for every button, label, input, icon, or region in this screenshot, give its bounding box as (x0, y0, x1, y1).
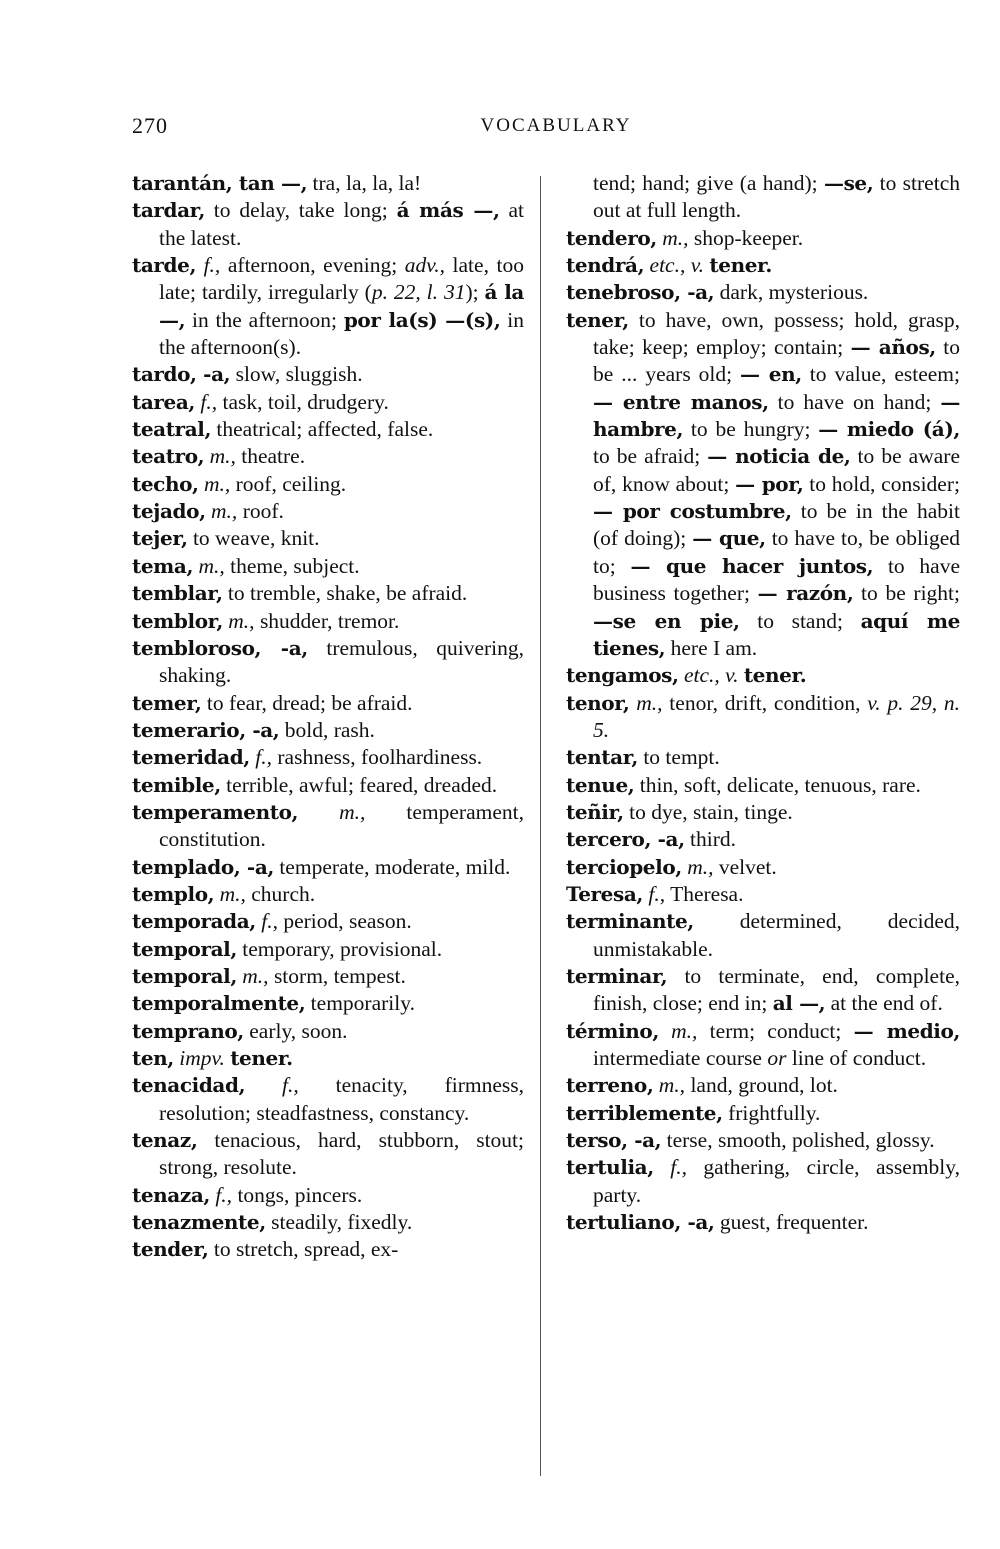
definition-text: to value, esteem; (801, 362, 960, 387)
definition-text: to be afraid; (593, 444, 708, 469)
headword: teatral, (132, 417, 212, 442)
italic-label: p. 22, l. 31 (371, 280, 466, 305)
italic-label: etc., v. (683, 663, 739, 688)
italic-label: m., (662, 225, 689, 250)
definition-text: gathering, circle, assembly, party. (593, 1155, 961, 1207)
definition-text: temperament, constitution. (159, 799, 524, 852)
headword: tener, (566, 307, 629, 332)
vocabulary-entry (132, 1127, 524, 1182)
definition-text: dark, mysterious. (714, 280, 869, 305)
definition-text: tongs, pincers. (232, 1182, 363, 1207)
headword: tercero, -a, (566, 827, 685, 852)
vocabulary-entry (132, 1018, 524, 1045)
definition-text: ); (465, 280, 485, 305)
headword: temblor, (132, 608, 223, 633)
definition-text: temperate, moderate, mild. (273, 854, 511, 879)
vocabulary-entry (132, 252, 524, 361)
vocabulary-entry (132, 416, 524, 443)
vocabulary-entry (132, 881, 524, 908)
left-column (132, 170, 524, 1264)
vocabulary-entry (566, 1154, 960, 1209)
vocabulary-entry (566, 170, 960, 225)
bold-phrase: tener. (743, 663, 807, 688)
italic-label: f., (203, 253, 221, 278)
bold-phrase: á más —, (396, 198, 500, 223)
definition-text: to terminate, end, complete, finish, close; end in; (593, 963, 960, 1016)
vocabulary-entry (132, 690, 524, 717)
headword: teñir, (566, 799, 624, 824)
italic-label: or (767, 1046, 787, 1070)
italic-label: m., (198, 553, 225, 578)
definition-text: intermediate course (593, 1046, 768, 1070)
bold-phrase: por la(s) —(s), (343, 307, 501, 332)
definition-text: period, season. (277, 909, 412, 934)
vocabulary-entry (132, 197, 524, 252)
headword: tenaza, (132, 1182, 210, 1207)
column-divider (540, 176, 541, 1476)
definition-text: land, ground, lot. (685, 1073, 838, 1098)
definition-text: to weave, knit. (187, 526, 320, 551)
vocabulary-entry (566, 908, 960, 963)
bold-phrase: — que, (692, 526, 766, 551)
definition-text: theatre. (235, 444, 306, 469)
definition-text: task, toil, drudgery. (217, 389, 389, 414)
bold-phrase: — noticia de, (707, 444, 851, 469)
definition-text: tend; hand; give (a hand); (593, 171, 824, 195)
definition-text: to have, own, possess; hold, grasp, take; keep; employ; contain; (593, 307, 960, 360)
definition-text: early, soon. (243, 1018, 348, 1043)
definition-text: velvet. (713, 854, 777, 879)
definition-text: to stretch out at full length. (593, 171, 960, 223)
headword: tentar, (566, 745, 638, 770)
headword: temperamento, (132, 799, 299, 824)
headword: tardar, (132, 198, 205, 223)
headword: tema, (132, 553, 194, 578)
definition-text: to be ... years old; (593, 335, 960, 387)
definition-text: here I am. (665, 635, 758, 660)
vocabulary-entry (132, 990, 524, 1017)
definition-text: third. (684, 827, 736, 852)
definition-text: shudder, tremor. (254, 608, 400, 633)
definition-text: tenor, drift, condition, (662, 690, 868, 715)
definition-text: late, too late; tardily, irregularly ( (159, 253, 524, 305)
vocabulary-entry (566, 1127, 960, 1154)
italic-label: m., (636, 690, 663, 715)
definition-text: storm, tempest. (268, 963, 406, 988)
bold-phrase: — en, (740, 362, 802, 387)
vocabulary-entry (566, 963, 960, 1018)
vocabulary-entry (132, 744, 524, 771)
vocabulary-entry (566, 1018, 960, 1073)
definition-text: to stand; (739, 608, 861, 633)
definition-text: term; conduct; (697, 1018, 854, 1043)
vocabulary-entry (132, 170, 524, 197)
headword: temible, (132, 772, 221, 797)
vocabulary-entry (566, 1100, 960, 1127)
italic-label: m., (211, 499, 238, 524)
bold-phrase: — que hacer juntos, (630, 553, 874, 578)
vocabulary-entry (132, 635, 524, 690)
italic-label: impv. (179, 1046, 225, 1070)
definition-text: to delay, take long; (204, 198, 397, 223)
vocabulary-entry (132, 525, 524, 552)
headword: término, (566, 1018, 659, 1043)
definition-text: afternoon, evening; (220, 253, 405, 278)
headword: tejado, (132, 499, 206, 524)
vocabulary-entry (566, 744, 960, 771)
vocabulary-entry (566, 881, 960, 908)
headword: tenor, (566, 690, 630, 715)
headword: tarea, (132, 389, 195, 414)
vocabulary-entry (132, 1182, 524, 1209)
right-column (566, 170, 960, 1236)
headword: tejer, (132, 526, 188, 551)
vocabulary-entry (566, 279, 960, 306)
headword: terminante, (566, 909, 694, 934)
headword: terriblemente, (566, 1100, 723, 1125)
headword: tenacidad, (132, 1073, 246, 1098)
vocabulary-entry (566, 225, 960, 252)
definition-text: rashness, foolhardiness. (272, 745, 483, 770)
definition-text: to tempt. (637, 745, 720, 770)
bold-phrase: —se en pie, (593, 608, 740, 633)
bold-phrase: — hambre, (593, 389, 960, 442)
definition-text: to have to, be obliged to; (593, 526, 960, 578)
vocabulary-entry (566, 1209, 960, 1236)
definition-text: theme, subject. (224, 553, 360, 578)
headword: techo, (132, 471, 199, 496)
definition-text: temporarily. (305, 991, 415, 1016)
italic-label: etc., v. (649, 253, 705, 278)
headword: tenaz, (132, 1128, 198, 1153)
vocabulary-entry (132, 854, 524, 881)
italic-label: f., (670, 1155, 687, 1180)
headword: tembloroso, -a, (132, 635, 308, 660)
vocabulary-entry (132, 443, 524, 470)
page-header (132, 113, 960, 143)
bold-phrase: — por costumbre, (593, 499, 792, 524)
definition-text: to be aware of, know about; (593, 444, 960, 496)
definition-text: tremulous, quivering, shaking. (159, 635, 524, 688)
headword: tengamos, (566, 663, 679, 688)
headword: tenebroso, -a, (566, 280, 715, 305)
definition-text: in the afternoon(s). (159, 307, 524, 360)
headword: tendero, (566, 225, 657, 250)
vocabulary-entry (132, 553, 524, 580)
italic-label: m., (671, 1018, 698, 1043)
definition-text: roof, ceiling. (230, 471, 347, 496)
vocabulary-entry (132, 1045, 524, 1072)
definition-text: shop-keeper. (688, 225, 804, 250)
bold-phrase: — miedo (á), (818, 417, 960, 442)
bold-phrase: — medio, (853, 1018, 961, 1043)
italic-label: adv., (404, 253, 445, 278)
definition-text: Theresa. (665, 881, 744, 906)
italic-label: m., (339, 799, 366, 824)
definition-text: to have on hand; (768, 389, 941, 414)
vocabulary-entry (132, 963, 524, 990)
definition-text: terrible, awful; feared, dreaded. (220, 772, 498, 797)
vocabulary-entry (132, 799, 524, 854)
headword: teatro, (132, 444, 205, 469)
italic-label: m., (228, 608, 255, 633)
definition-text: tenacious, hard, stubborn, stout; strong, resolute. (159, 1128, 524, 1180)
definition-text: to be in the habit (of doing); (593, 499, 960, 551)
headword: tendrá, (566, 253, 645, 278)
definition-text: in the afternoon; (185, 307, 344, 332)
definition-text: determined, decided, unmistakable. (593, 909, 960, 961)
vocabulary-entry (566, 1072, 960, 1099)
vocabulary-entry (132, 1236, 524, 1263)
definition-text (245, 1073, 282, 1097)
vocabulary-entry (132, 361, 524, 388)
definition-text: slow, sluggish. (230, 362, 363, 387)
headword: terso, -a, (566, 1128, 662, 1153)
definition-text: at the end of. (825, 991, 943, 1016)
definition-text (298, 800, 339, 824)
vocabulary-entry (132, 1072, 524, 1127)
headword: tardo, -a, (132, 362, 231, 387)
vocabulary-entry (566, 826, 960, 853)
definition-text: steadily, fixedly. (265, 1210, 413, 1235)
definition-text (654, 1155, 670, 1179)
headword: temblar, (132, 581, 223, 606)
italic-label: f., (282, 1073, 299, 1098)
vocabulary-entry (566, 662, 960, 689)
vocabulary-entry (132, 717, 524, 744)
headword: temeridad, (132, 745, 250, 770)
vocabulary-entry (132, 608, 524, 635)
italic-label: f., (200, 389, 218, 414)
running-title: VOCABULARY (480, 115, 632, 136)
definition-text (659, 1019, 671, 1043)
headword: temprano, (132, 1018, 244, 1043)
definition-text: theatrical; affected, false. (211, 417, 434, 442)
vocabulary-entry (566, 799, 960, 826)
bold-phrase: al —, (772, 991, 826, 1016)
bold-phrase: — por, (735, 471, 804, 496)
italic-label: f., (648, 881, 666, 906)
vocabulary-entry (132, 471, 524, 498)
definition-text: to have business together; (593, 553, 960, 606)
definition-text: church. (245, 881, 316, 906)
italic-label: f., (261, 909, 278, 934)
vocabulary-entry (566, 307, 960, 662)
vocabulary-entry (566, 854, 960, 881)
headword: terreno, (566, 1073, 654, 1098)
definition-text: to be hungry; (683, 417, 819, 442)
page-number: 270 (132, 113, 168, 138)
definition-text: roof. (237, 499, 284, 524)
headword: tarantán, tan —, (132, 171, 308, 195)
definition-text (196, 253, 204, 277)
vocabulary-entry (132, 1209, 524, 1236)
bold-phrase: — años, (850, 335, 936, 360)
headword: tertuliano, -a, (566, 1210, 715, 1235)
definition-text: to dye, stain, tinge. (623, 799, 793, 824)
headword: Teresa, (566, 881, 643, 906)
headword: temerario, -a, (132, 717, 280, 742)
italic-label: v. p. 29, n. 5. (593, 690, 960, 742)
definition-text: line of conduct. (786, 1046, 927, 1070)
headword: temporal, (132, 936, 237, 961)
italic-label: m., (687, 854, 714, 879)
definition-text: to hold, consider; (803, 471, 960, 496)
vocabulary-entry (132, 908, 524, 935)
italic-label: m., (242, 963, 269, 988)
definition-text: temporary, provisional. (236, 936, 443, 961)
bold-phrase: tener. (230, 1046, 293, 1070)
definition-text: tenacity, firmness, resolution; steadfastness, constancy. (159, 1073, 524, 1125)
vocabulary-entry (132, 580, 524, 607)
italic-label: m., (209, 444, 236, 469)
vocabulary-entry (566, 252, 960, 279)
italic-label: f., (215, 1182, 233, 1207)
vocabulary-entry (132, 498, 524, 525)
definition-text: at the latest. (159, 198, 524, 250)
headword: temer, (132, 690, 202, 715)
headword: tenazmente, (132, 1210, 266, 1235)
vocabulary-entry (566, 690, 960, 745)
headword: tenue, (566, 772, 635, 797)
bold-phrase: —se, (823, 171, 874, 195)
headword: temporada, (132, 909, 256, 934)
headword: temporalmente, (132, 991, 306, 1016)
headword: ten, (132, 1046, 174, 1070)
headword: tarde, (132, 253, 197, 278)
italic-label: m., (203, 471, 231, 496)
definition-text: to stretch, spread, ex- (208, 1237, 399, 1262)
bold-phrase: — entre manos, (593, 389, 769, 414)
definition-text: thin, soft, delicate, tenuous, rare. (634, 772, 921, 797)
bold-phrase: á la —, (159, 280, 524, 332)
headword: templo, (132, 881, 215, 906)
definition-text: to fear, dread; be afraid. (201, 690, 413, 715)
definition-text: guest, frequenter. (714, 1210, 869, 1235)
headword: temporal, (132, 963, 237, 988)
definition-text: bold, rash. (279, 717, 375, 742)
definition-text: terse, smooth, polished, glossy. (661, 1128, 935, 1153)
italic-label: f., (255, 745, 272, 770)
definition-text: to be right; (853, 581, 960, 606)
headword: tertulia, (566, 1155, 654, 1180)
vocabulary-entry (132, 772, 524, 799)
bold-phrase: aquí me tienes, (593, 608, 960, 660)
vocabulary-entry (132, 389, 524, 416)
headword: tender, (132, 1237, 209, 1262)
italic-label: m., (219, 881, 246, 906)
headword: terminar, (566, 963, 668, 988)
vocabulary-entry (566, 772, 960, 799)
headword: terciopelo, (566, 854, 682, 879)
definition-text: frightfully. (722, 1100, 821, 1125)
definition-text: tra, la, la, la! (307, 171, 422, 195)
italic-label: m., (658, 1073, 686, 1098)
vocabulary-entry (132, 936, 524, 963)
definition-text: to tremble, shake, be afraid. (222, 581, 468, 606)
bold-phrase: tener. (709, 253, 772, 278)
bold-phrase: — razón, (757, 581, 854, 606)
headword: templado, -a, (132, 854, 274, 879)
